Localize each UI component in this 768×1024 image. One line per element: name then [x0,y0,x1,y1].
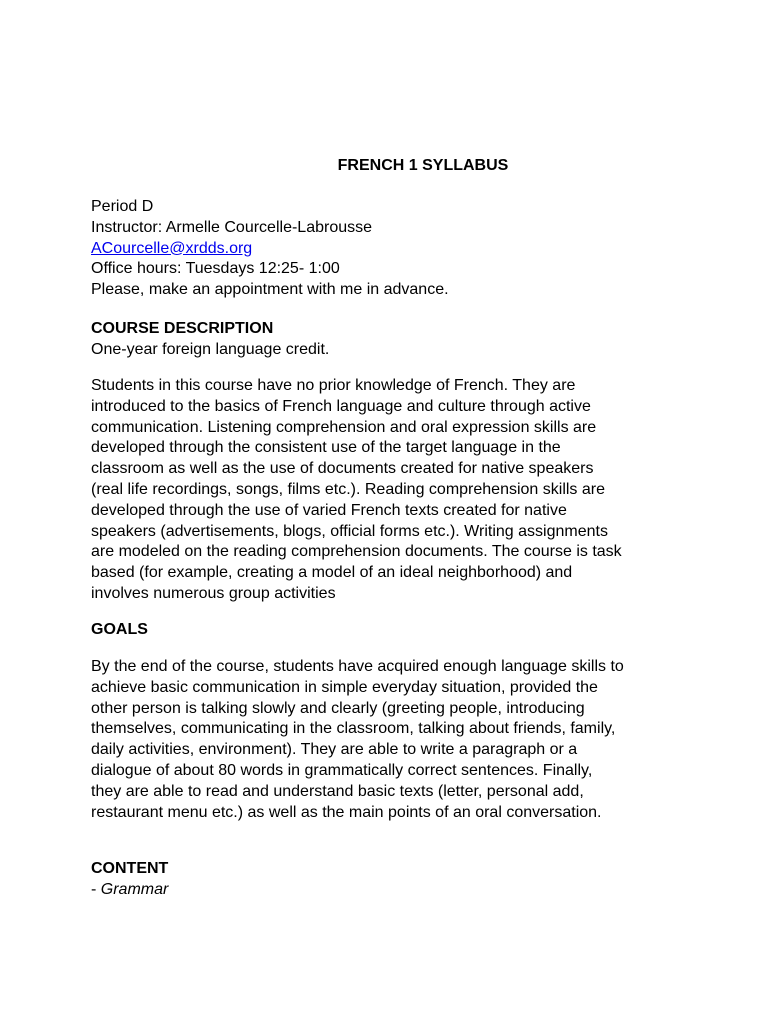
content-section [91,859,691,901]
content-item-dash: - [91,880,101,898]
goals-heading-block [91,620,691,641]
course-description-heading: COURSE DESCRIPTION [91,320,274,337]
paragraph-line: developed through the consistent use of the target language in the [91,439,561,457]
email-link[interactable]: ACourcelle@xrdds.org [91,239,253,257]
paragraph-line: other person is talking slowly and clearly (greeting people, introducing [91,699,585,717]
paragraph-line: they are able to read and understand basic texts (letter, personal add, [91,782,584,800]
instructor-info [91,197,691,301]
paragraph-line: communication. Listening comprehension and oral expression skills are [91,418,597,436]
content-heading: CONTENT [91,860,169,877]
paragraph-line: introduced to the basics of French language and culture through active [91,397,591,415]
goals-heading: GOALS [91,621,148,638]
paragraph-line: speakers (advertisements, blogs, official forms etc.). Writing assignments [91,522,608,540]
goals-paragraph [91,657,691,823]
paragraph-line: dialogue of about 80 words in grammatically correct sentences. Finally, [91,761,593,779]
paragraph-line: based (for example, creating a model of an ideal neighborhood) and [91,564,573,582]
paragraph-line: daily activities, environment). They are able to write a paragraph or a [91,741,578,759]
course-description-paragraph [91,376,691,605]
paragraph-line: are modeled on the reading comprehension documents. The course is task [91,543,622,561]
paragraph-line: Students in this course have no prior knowledge of French. They are [91,377,576,394]
page-title: FRENCH 1 SYLLABUS [337,157,509,174]
course-description-section [91,319,691,361]
paragraph-line: involves numerous group activities [91,584,336,602]
office-hours-text: Office hours: Tuesdays 12:25- 1:00 [91,260,340,278]
paragraph-line: achieve basic communication in simple everyday situation, provided the [91,678,598,696]
paragraph-line: classroom as well as the use of documents created for native speakers [91,460,594,478]
instructor-text: Instructor: Armelle Courcelle-Labrousse [91,218,373,236]
appointment-text: Please, make an appointment with me in advance. [91,281,449,299]
credit-text: One-year foreign language credit. [91,340,330,358]
content-item [91,880,691,901]
paragraph-line: themselves, communicating in the classroom, talking about friends, family, [91,720,616,738]
paragraph-line: By the end of the course, students have acquired enough language skills to [91,658,624,675]
paragraph-line: restaurant menu etc.) as well as the main points of an oral conversation. [91,803,602,821]
paragraph-line: (real life recordings, songs, films etc.). Reading comprehension skills are [91,480,605,498]
content-item-grammar: Grammar [100,880,169,898]
period-text: Period D [91,198,154,215]
paragraph-line: developed through the use of varied French texts created for native [91,501,567,519]
